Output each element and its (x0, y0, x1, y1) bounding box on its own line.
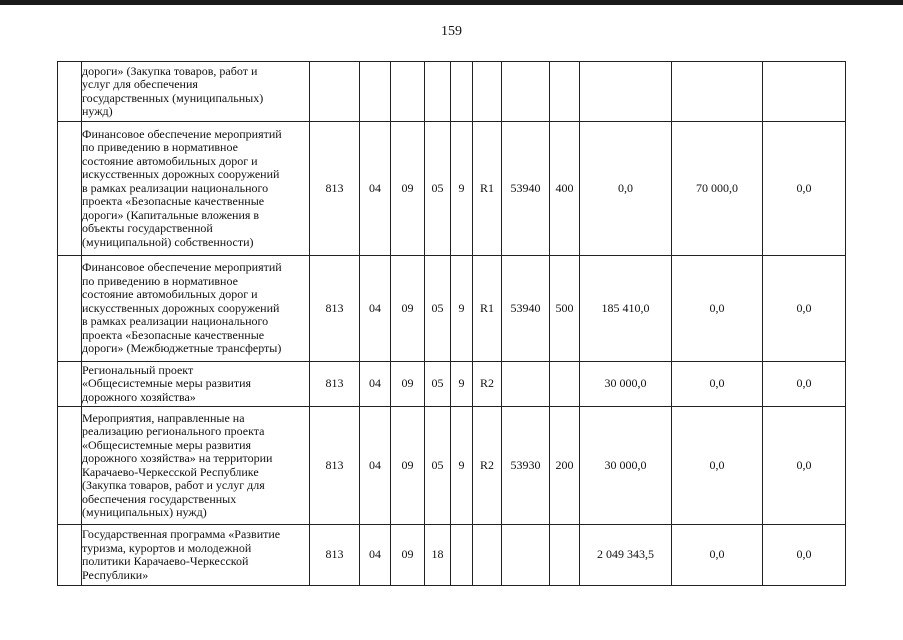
amount-year-3: 0,0 (763, 122, 846, 256)
direction-code: 53940 (502, 122, 550, 256)
subsection-code: 09 (391, 362, 425, 407)
admin-code: 813 (310, 362, 360, 407)
amount-year-1 (580, 62, 672, 122)
subprogram-code (451, 525, 473, 586)
section-code: 04 (360, 122, 391, 256)
expense-type-code (550, 525, 580, 586)
program-code: 05 (425, 362, 451, 407)
project-code: R2 (473, 362, 502, 407)
project-code: R2 (473, 407, 502, 525)
expense-type-code (550, 62, 580, 122)
subsection-code: 09 (391, 256, 425, 362)
amount-year-1: 0,0 (580, 122, 672, 256)
subprogram-code: 9 (451, 362, 473, 407)
subprogram-code: 9 (451, 256, 473, 362)
amount-year-2: 0,0 (672, 525, 763, 586)
section-code: 04 (360, 256, 391, 362)
admin-code: 813 (310, 525, 360, 586)
amount-year-2: 0,0 (672, 407, 763, 525)
subprogram-code: 9 (451, 407, 473, 525)
section-code: 04 (360, 362, 391, 407)
amount-year-1: 2 049 343,5 (580, 525, 672, 586)
admin-code (310, 62, 360, 122)
admin-code: 813 (310, 256, 360, 362)
section-code: 04 (360, 525, 391, 586)
program-code: 05 (425, 256, 451, 362)
expense-type-code: 500 (550, 256, 580, 362)
blank-cell (58, 525, 82, 586)
subsection-code (391, 62, 425, 122)
admin-code: 813 (310, 122, 360, 256)
direction-code: 53930 (502, 407, 550, 525)
direction-code (502, 525, 550, 586)
program-code (425, 62, 451, 122)
row-description: дороги» (Закупка товаров, работ и услуг для обеспечения государственных (муниципальных) нужд) (82, 62, 310, 122)
amount-year-1: 185 410,0 (580, 256, 672, 362)
amount-year-3 (763, 62, 846, 122)
amount-year-3: 0,0 (763, 525, 846, 586)
amount-year-1: 30 000,0 (580, 362, 672, 407)
amount-year-2: 0,0 (672, 256, 763, 362)
row-description: Финансовое обеспечение мероприятий по приведению в нормативное состояние автомобильных дорог и искусственных дорожных сооружений в рамках реализации национального проекта «Безопасные качественные дороги» (Межбюджетные трансферты) (82, 256, 310, 362)
blank-cell (58, 362, 82, 407)
blank-cell (58, 122, 82, 256)
project-code: R1 (473, 122, 502, 256)
blank-cell (58, 62, 82, 122)
page-number: 159 (441, 24, 462, 39)
table-row (58, 122, 846, 256)
table-body (58, 62, 846, 586)
table-row (58, 62, 846, 122)
subsection-code: 09 (391, 122, 425, 256)
program-code: 05 (425, 407, 451, 525)
blank-cell (58, 256, 82, 362)
table-row (58, 362, 846, 407)
subsection-code: 09 (391, 407, 425, 525)
program-code: 05 (425, 122, 451, 256)
amount-year-3: 0,0 (763, 256, 846, 362)
direction-code (502, 362, 550, 407)
direction-code (502, 62, 550, 122)
amount-year-3: 0,0 (763, 407, 846, 525)
row-description: Финансовое обеспечение мероприятий по приведению в нормативное состояние автомобильных дорог и искусственных дорожных сооружений в рамках реализации национального проекта «Безопасные качественные дороги» (Капитальные вложения в объекты государственной (муниципальной) собственности) (82, 122, 310, 256)
project-code: R1 (473, 256, 502, 362)
program-code: 18 (425, 525, 451, 586)
table-row (58, 525, 846, 586)
expense-type-code: 200 (550, 407, 580, 525)
project-code (473, 62, 502, 122)
amount-year-2 (672, 62, 763, 122)
amount-year-3: 0,0 (763, 362, 846, 407)
expense-type-code (550, 362, 580, 407)
table-row (58, 407, 846, 525)
direction-code: 53940 (502, 256, 550, 362)
subprogram-code: 9 (451, 122, 473, 256)
admin-code: 813 (310, 407, 360, 525)
section-code: 04 (360, 407, 391, 525)
row-description: Государственная программа «Развитие туризма, курортов и молодежной политики Карачаево-Черкесской Республики» (82, 525, 310, 586)
amount-year-1: 30 000,0 (580, 407, 672, 525)
blank-cell (58, 407, 82, 525)
subsection-code: 09 (391, 525, 425, 586)
budget-table (57, 61, 846, 586)
amount-year-2: 0,0 (672, 362, 763, 407)
row-description: Мероприятия, направленные на реализацию регионального проекта «Общесистемные меры развития дорожного хозяйства» на территории Карачаево-Черкесской Республике (Закупка товаров, работ и услуг для обеспечения государственных (муниципальных) нужд) (82, 407, 310, 525)
expense-type-code: 400 (550, 122, 580, 256)
table-row (58, 256, 846, 362)
project-code (473, 525, 502, 586)
row-description: Региональный проект «Общесистемные меры развития дорожного хозяйства» (82, 362, 310, 407)
subprogram-code (451, 62, 473, 122)
section-code (360, 62, 391, 122)
amount-year-2: 70 000,0 (672, 122, 763, 256)
top-border-line (0, 0, 903, 5)
